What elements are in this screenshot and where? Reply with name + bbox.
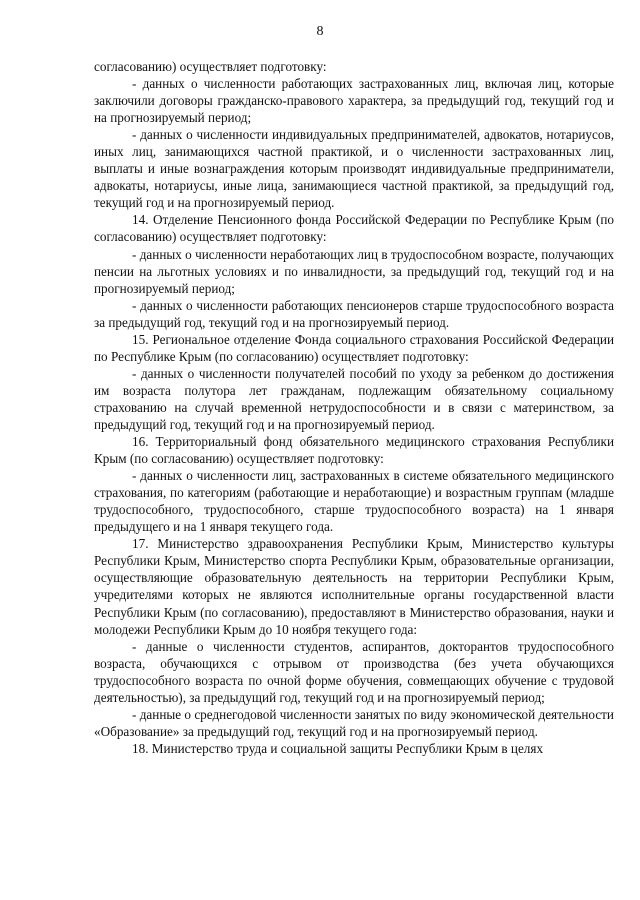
paragraph: - данных о численности работающих пенсионеров старше трудоспособного возраста за предыдущий год, текущий год и на прогнозируемый период.: [94, 297, 614, 330]
document-body: [94, 58, 614, 757]
paragraph: - данных о численности индивидуальных предпринимателей, адвокатов, нотариусов, иных лиц, занимающихся частной практикой, и о численности застрахованных лиц, выплаты и иные вознаграждения которым производят индивидуальные предприниматели, адвокаты, нотариусы, иные лица, занимающиеся частной практикой, за предыдущий год, текущий год и на прогнозируемый период.: [94, 127, 614, 211]
paragraph: - данных о численности работающих застрахованных лиц, включая лиц, которые заключили договоры гражданско-правового характера, за предыдущий год, текущий год и на прогнозируемый период;: [94, 76, 614, 126]
paragraph: 14. Отделение Пенсионного фонда Российской Федерации по Республике Крым (по согласованию) осуществляет подготовку:: [94, 212, 614, 245]
paragraph: - данные о среднегодовой численности занятых по виду экономической деятельности «Образование» за предыдущий год, текущий год и на прогнозируемый период.: [94, 706, 614, 739]
paragraph: - данных о численности лиц, застрахованных в системе обязательного медицинского страхования, по категориям (работающие и неработающие) и возрастным группам (младше трудоспособного, трудоспособного, старше трудоспособного возраста) на 1 января предыдущего и на 1 января текущего года.: [94, 468, 614, 535]
paragraph: - данных о численности получателей пособий по уходу за ребенком до достижения им возраста полутора лет гражданам, подлежащим обязательному социальному страхованию на случай временной нетрудоспособности и в связи с материнством, за предыдущий год, текущий год и на прогнозируемый период.: [94, 365, 614, 432]
page-number: 8: [316, 24, 324, 39]
paragraph: 16. Территориальный фонд обязательного медицинского страхования Республики Крым (по согласованию) осуществляет подготовку:: [94, 434, 614, 467]
paragraph: - данных о численности неработающих лиц в трудоспособном возрасте, получающих пенсии на льготных условиях и по инвалидности, за предыдущий год, текущий год и на прогнозируемый период;: [94, 246, 614, 296]
paragraph: 17. Министерство здравоохранения Республики Крым, Министерство культуры Республики Крым, Министерство спорта Республики Крым, образовательные организации, осуществляющие образовательную деятельность на территории Республики Крым, учредителями которых не являются исполнительные органы государственной власти Республики Крым (по согласованию), предоставляют в Министерство образования, науки и молодежи Республики Крым до 10 ноября текущего года:: [94, 536, 614, 637]
paragraph: 15. Региональное отделение Фонда социального страхования Российской Федерации по Республике Крым (по согласованию) осуществляет подготовку:: [94, 331, 614, 364]
paragraph: согласованию) осуществляет подготовку:: [94, 59, 327, 74]
paragraph: 18. Министерство труда и социальной защиты Республики Крым в целях: [132, 740, 544, 756]
paragraph: - данные о численности студентов, аспирантов, докторантов трудоспособного возраста, обучающихся с отрывом от производства (без учета обучающихся трудоспособного возраста по очной форме обучения, совмещающих обучение с трудовой деятельностью), за предыдущий год, текущий год и на прогнозируемый период;: [94, 638, 614, 705]
